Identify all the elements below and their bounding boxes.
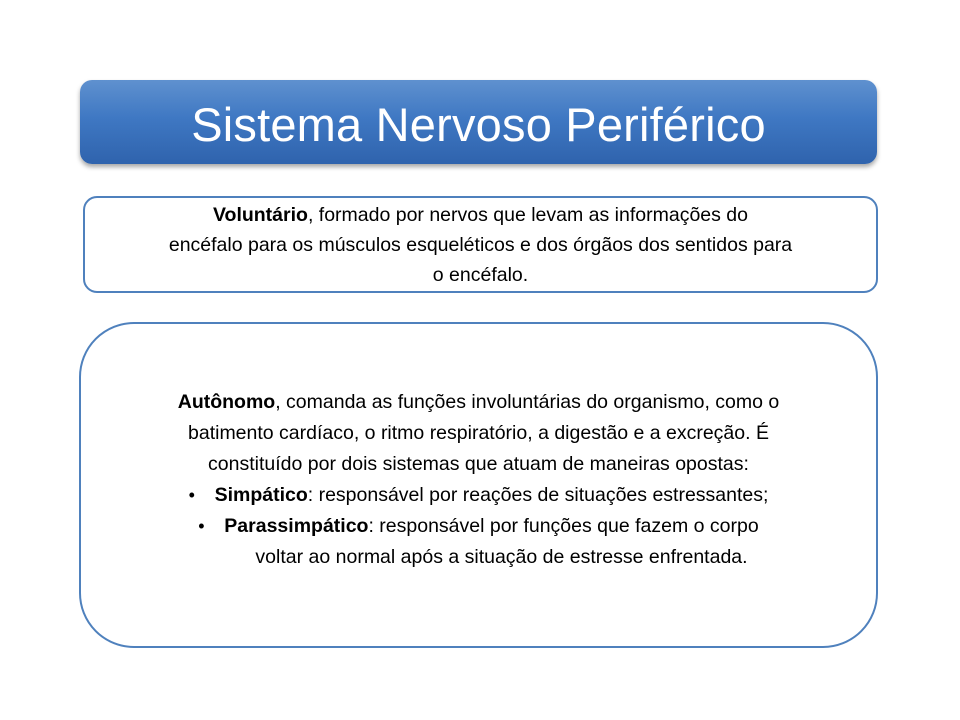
parassimpatico-text: : responsável por funções que fazem o corpo (368, 515, 759, 537)
simpatico-text: : responsável por reações de situações estressantes; (307, 484, 769, 506)
parassimpatico-term: Parassimpático (224, 515, 369, 537)
autonomo-line1: , comanda as funções involuntárias do organismo, como o (275, 391, 780, 413)
bullet-icon: • (198, 516, 205, 536)
bullet-icon: • (188, 485, 195, 505)
parassimpatico-bullet (198, 511, 758, 573)
voluntario-line1: , formado por nervos que levam as informações do (307, 203, 748, 226)
voluntario-text (169, 200, 792, 290)
voluntario-box (83, 196, 878, 293)
voluntario-line3: o encéfalo. (432, 263, 529, 286)
simpatico-bullet (189, 480, 769, 511)
title-banner (80, 80, 877, 164)
autonomo-line2: batimento cardíaco, o ritmo respiratório, a digestão e a excreção. É (188, 422, 769, 444)
autonomo-line3: constituído por dois sistemas que atuam de maneiras opostas: (208, 453, 749, 475)
slide-title: Sistema Nervoso Periférico (191, 97, 766, 151)
simpatico-term: Simpático (214, 484, 308, 506)
voluntario-term: Voluntário (212, 203, 308, 226)
parassimpatico-continuation: voltar ao normal após a situação de estresse enfrentada. (255, 546, 748, 568)
autonomo-box (79, 322, 878, 648)
autonomo-term: Autônomo (177, 391, 276, 413)
voluntario-line2: encéfalo para os músculos esqueléticos e dos órgãos dos sentidos para (168, 233, 793, 256)
autonomo-text (178, 387, 780, 480)
